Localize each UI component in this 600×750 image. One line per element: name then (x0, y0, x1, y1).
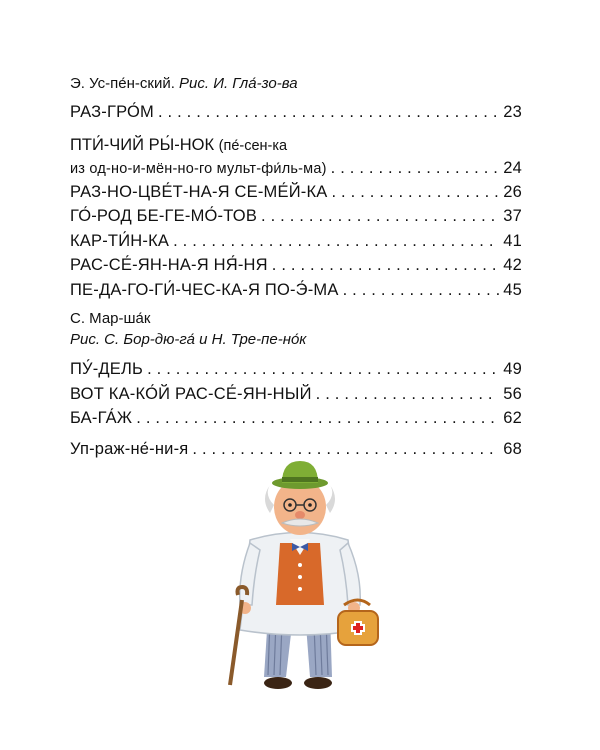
entry-title: РАС-СЕ́-ЯН-НА-Я НЯ́-НЯ (70, 256, 268, 274)
toc-entry[interactable] (70, 205, 522, 230)
table-of-contents (70, 74, 522, 462)
dot-leader (343, 279, 500, 301)
entry-title: РАЗ-НО-ЦВЕ́Т-НА-Я СЕ-МЕ́Й-КА (70, 182, 328, 201)
entry-title-continued: из од-но-и-мён-но-го мульт-фи́ль-ма) (70, 160, 327, 177)
entry-page: 62 (503, 409, 522, 427)
entry-title: РАЗ-ГРО́М (70, 103, 154, 121)
dot-leader (316, 383, 500, 405)
entry-page: 42 (503, 256, 522, 274)
entry-page: 24 (503, 158, 522, 177)
dot-leader (331, 181, 499, 203)
entry-page: 26 (503, 182, 522, 201)
toc-entry-two-line[interactable] (70, 134, 522, 179)
entry-title: ПТИ́-ЧИЙ РЫ́-НОК (70, 135, 215, 154)
entry-title: ГО́-РОД БЕ-ГЕ-МО́-ТОВ (70, 207, 258, 225)
dot-leader (272, 254, 499, 276)
entry-page: 41 (503, 231, 522, 250)
entry-page: 23 (503, 103, 522, 121)
toc-entry[interactable] (70, 358, 522, 383)
author-name: Э. Ус-пе́н-ский. (70, 75, 175, 92)
toc-entry[interactable] (70, 181, 522, 206)
entry-title: КАР-ТИ́Н-КА (70, 231, 170, 250)
author-name: С. Мар-ша́к (70, 310, 151, 327)
dot-leader (147, 358, 499, 380)
dot-leader (261, 205, 499, 227)
toc-entry[interactable] (70, 254, 522, 279)
entry-page: 56 (503, 384, 522, 403)
toc-entry[interactable] (70, 230, 522, 255)
toc-entry[interactable] (70, 407, 522, 432)
illustrator-credit: Рис. И. Гла́-зо-ва (179, 75, 298, 92)
illustrator-credit: Рис. С. Бор-дю-га́ и Н. Тре-пе-но́к (70, 331, 307, 348)
toc-entry[interactable] (70, 101, 522, 126)
dot-leader (331, 157, 500, 179)
entry-title: ПЕ-ДА-ГО-ГИ́-ЧЕС-КА-Я ПО-Э́-МА (70, 280, 339, 299)
entry-page: 45 (503, 280, 522, 299)
entry-page: 68 (503, 439, 522, 458)
entry-page: 49 (503, 360, 522, 378)
author-line (70, 309, 522, 330)
entry-page: 37 (503, 207, 522, 225)
dot-leader (173, 230, 499, 252)
entry-title: ПУ́-ДЕЛЬ (70, 360, 144, 378)
entry-title: ВОТ КА-КО́Й РАС-СЕ́-ЯН-НЫЙ (70, 384, 312, 403)
toc-entry[interactable] (70, 383, 522, 408)
entry-note: (пе́-сен-ка (218, 137, 288, 154)
dot-leader (136, 407, 499, 429)
entry-title: Уп-раж-не́-ни-я (70, 439, 189, 458)
entry-title: БА-ГА́Ж (70, 409, 133, 427)
doctor-illustration (220, 455, 380, 695)
author-line (70, 74, 522, 95)
toc-entry[interactable] (70, 279, 522, 304)
dot-leader (158, 101, 499, 123)
